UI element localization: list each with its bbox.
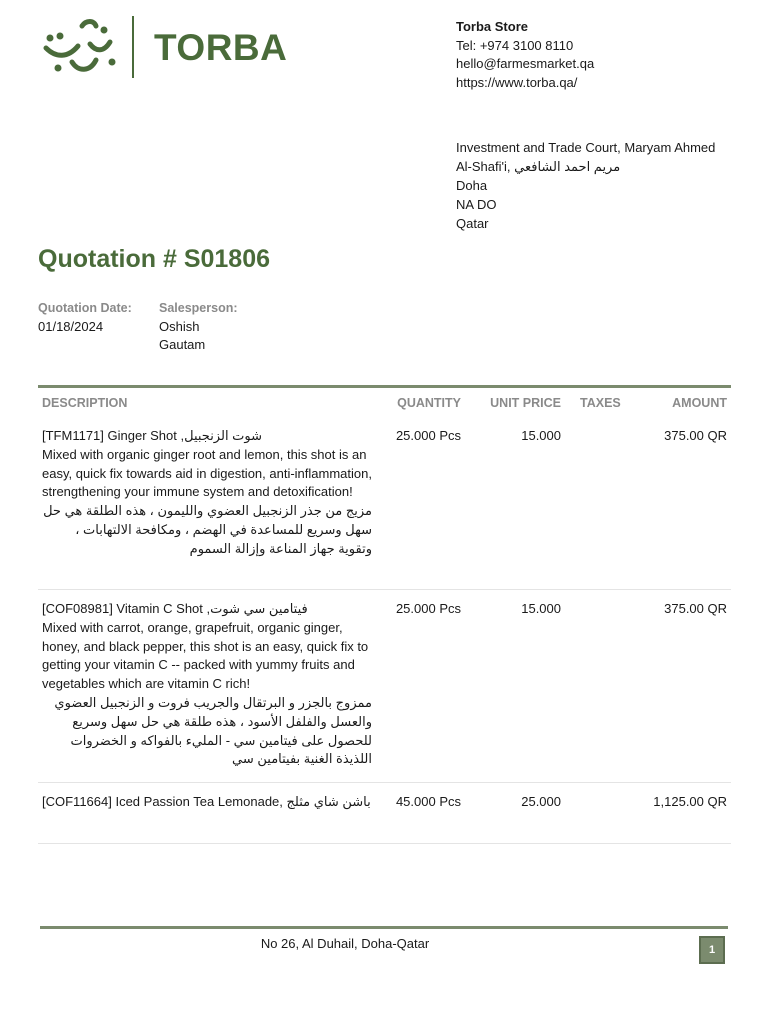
- column-header-unit-price: UNIT PRICE: [490, 396, 561, 410]
- logo-separator: [132, 16, 134, 78]
- line-description: [42, 427, 372, 559]
- customer-state: NA DO: [456, 197, 497, 212]
- line-unit-price: 25.000: [521, 794, 561, 809]
- line-amount: 1,125.00 QR: [653, 794, 727, 809]
- line-product-title: [TFM1171] Ginger Shot ,شوت الزنجبيل: [42, 428, 263, 443]
- line-quantity: 25.000 Pcs: [395, 601, 461, 616]
- salesperson-block: [159, 299, 249, 355]
- line-product-description: Mixed with carrot, orange, grapefruit, organic ginger, honey, and black pepper, this shot is an easy, quick fix to getting your vitamin C -- packed with yummy fruits and vegetables which are vitamin C rich!: [42, 619, 369, 692]
- company-website[interactable]: https://www.torba.qa/: [456, 74, 578, 90]
- torba-leaf-logo-icon: [38, 18, 118, 80]
- line-product-description: Mixed with organic ginger root and lemon, this shot is an easy, quick fix towards aid in digestion, anti-inflammation, strengthening your immune system and detoxification!: [42, 446, 372, 500]
- quotation-title: Quotation # S01806: [38, 245, 271, 273]
- table-header: [38, 385, 731, 422]
- salesperson-value: Oshish Gautam: [159, 318, 206, 352]
- customer-address-line1: Investment and Trade Court, Maryam Ahmed: [456, 140, 716, 155]
- logo-wordmark: TORBA: [154, 27, 288, 68]
- column-header-quantity: QUANTITY: [397, 396, 461, 410]
- line-amount: 375.00 QR: [664, 428, 727, 443]
- column-header-amount: AMOUNT: [672, 396, 727, 410]
- table-row: [38, 590, 731, 783]
- line-unit-price: 15.000: [521, 428, 561, 443]
- line-product-description-arabic: ممزوج بالجزر و البرتقال والجريب فروت و الزنجبيل العضوي والعسل والفلفل الأسود ، هذه طلقة هي حل سهل وسريع للحصول على فيتامين سي - المليء بالفواكه و الخضروات اللذيذة الغنية بفيتامين سي: [54, 694, 372, 767]
- line-description: [42, 793, 372, 812]
- customer-city: Doha: [456, 178, 488, 193]
- line-quantity: 45.000 Pcs: [395, 794, 461, 809]
- quotation-date-label: Quotation Date:: [38, 301, 132, 315]
- page-number-badge: 1: [699, 936, 725, 964]
- company-email[interactable]: hello@farmesmarket.qa: [456, 56, 595, 71]
- customer-address: [456, 138, 715, 233]
- column-header-taxes: TAXES: [580, 396, 621, 410]
- company-logo: [38, 16, 298, 80]
- quotation-lines-table: [38, 385, 731, 844]
- line-product-title: [COF11664] Iced Passion Tea Lemonade, باشن شاي مثلج: [42, 794, 371, 809]
- salesperson-label: Salesperson:: [159, 301, 238, 315]
- line-amount: 375.00 QR: [664, 601, 727, 616]
- line-quantity: 25.000 Pcs: [395, 428, 461, 443]
- footer-divider: [40, 926, 728, 929]
- column-header-description: DESCRIPTION: [42, 396, 128, 410]
- customer-address-line2: Al-Shafi'i, مريم احمد الشافعي: [456, 159, 621, 174]
- line-product-title: [COF08981] Vitamin C Shot ,فيتامين سي شوت: [42, 601, 308, 616]
- company-info: [456, 18, 594, 92]
- quotation-date-value: 01/18/2024: [38, 318, 104, 334]
- line-description: [42, 600, 372, 769]
- line-product-description-arabic: مزيج من جذر الزنجبيل العضوي والليمون ، هذه الطلقة هي حل سهل وسريع للمساعدة في الهضم ، ومكافحة الالتهابات ، وتقوية جهاز المناعة وإزالة السموم: [43, 503, 372, 556]
- company-name: Torba Store: [456, 19, 528, 34]
- footer-address: No 26, Al Duhail, Doha-Qatar: [260, 936, 430, 951]
- customer-country: Qatar: [456, 216, 489, 231]
- table-row: [38, 422, 731, 590]
- table-row: [38, 783, 731, 844]
- line-unit-price: 15.000: [521, 601, 561, 616]
- quotation-date-block: [38, 299, 132, 336]
- company-phone: Tel: +974 3100 8110: [456, 37, 574, 53]
